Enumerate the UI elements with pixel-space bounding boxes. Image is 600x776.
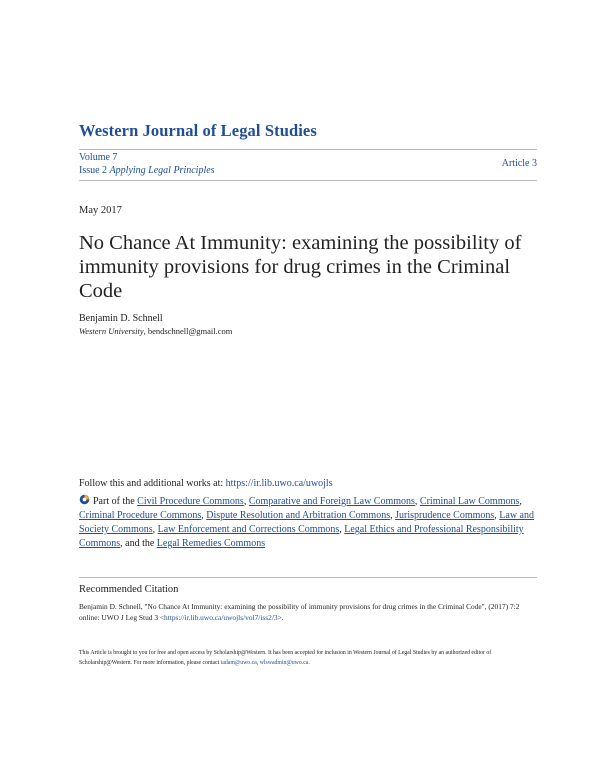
author-name: Benjamin D. Schnell <box>79 313 163 324</box>
commons-link-jurisprudence[interactable]: Jurisprudence Commons <box>395 510 495 521</box>
notice-separator: , <box>256 660 260 666</box>
access-notice <box>79 648 539 668</box>
citation-text: Benjamin D. Schnell, "No Chance At Immunity: examining the possibility of immunity provisions for drug crimes in the Criminal Code", (2017) 7:2 online: UWO J Leg Stud 3 < <box>79 602 520 622</box>
follow-text: Follow this and additional works at: <box>79 478 226 489</box>
header-divider-top <box>79 149 537 150</box>
citation-divider <box>79 577 537 578</box>
paper-title: No Chance At Immunity: examining the possibility of immunity provisions for drug crimes in the Criminal Code <box>79 232 522 302</box>
contact-email-2[interactable]: wlswadmin@uwo.ca <box>259 660 309 666</box>
article-number[interactable]: Article 3 <box>501 158 537 169</box>
commons-prefix: Part of the <box>93 496 138 507</box>
commons-link-dispute-resolution[interactable]: Dispute Resolution and Arbitration Commons <box>206 510 391 521</box>
author-email: , bendschnell@gmail.com <box>143 326 233 336</box>
recommended-citation-heading: Recommended Citation <box>79 584 179 595</box>
citation-suffix: >. <box>277 613 284 622</box>
commons-link-law-enforcement[interactable]: Law Enforcement and Corrections Commons <box>157 524 340 535</box>
commons-link-civil-procedure[interactable]: Civil Procedure Commons <box>137 496 244 507</box>
commons-link-legal-remedies[interactable]: Legal Remedies Commons <box>156 538 266 549</box>
commons-list: Part of the Civil Procedure Commons, Comparative and Foreign Law Commons, Criminal Law Commons, Criminal Procedure Commons, Dispute Resolution and Arbitration Commons, Jurisprudence Commons, Law and Society Commons, Law Enforcement and Corrections Commons, Legal Ethics and Professional Responsibility Commons, and the Legal Remedies Commons <box>79 496 534 549</box>
commons-link-law-and-society[interactable]: Law and Society Commons <box>79 510 534 535</box>
publication-date: May 2017 <box>79 205 122 216</box>
issue-link[interactable] <box>79 165 215 176</box>
commons-link-criminal-law[interactable]: Criminal Law Commons <box>419 496 520 507</box>
author-affiliation <box>79 326 232 336</box>
journal-title[interactable]: Western Journal of Legal Studies <box>79 121 317 140</box>
contact-email-1[interactable]: tadam@uwo.ca <box>220 660 257 666</box>
recommended-citation <box>79 601 539 623</box>
follow-line <box>79 478 333 489</box>
open-access-icon <box>79 494 90 505</box>
volume-link[interactable]: Volume 7 <box>79 152 118 163</box>
notice-end: . <box>308 660 310 666</box>
citation-link[interactable]: https://ir.lib.uwo.ca/uwojls/vol7/iss2/3 <box>164 613 278 622</box>
header-divider-bottom <box>79 180 537 181</box>
repository-link[interactable]: https://ir.lib.uwo.ca/uwojls <box>225 478 333 489</box>
commons-link-criminal-procedure[interactable]: Criminal Procedure Commons <box>79 510 202 521</box>
commons-and-the: , and the <box>120 538 157 549</box>
affiliation-name: Western University <box>79 326 144 336</box>
commons-link-comparative-foreign-law[interactable]: Comparative and Foreign Law Commons <box>248 496 415 507</box>
issue-title: Applying Legal Principles <box>109 165 215 176</box>
notice-text: This Article is brought to you for free and open access by Scholarship@Western. It has been accepted for inclusion in Western Journal of Legal Studies by an authorized editor of Scholarship@Western. For more information, please contact <box>79 650 492 666</box>
issue-number: Issue 2 <box>79 165 108 176</box>
commons-link-legal-ethics[interactable]: Legal Ethics and Professional Responsibility Commons <box>79 524 524 549</box>
